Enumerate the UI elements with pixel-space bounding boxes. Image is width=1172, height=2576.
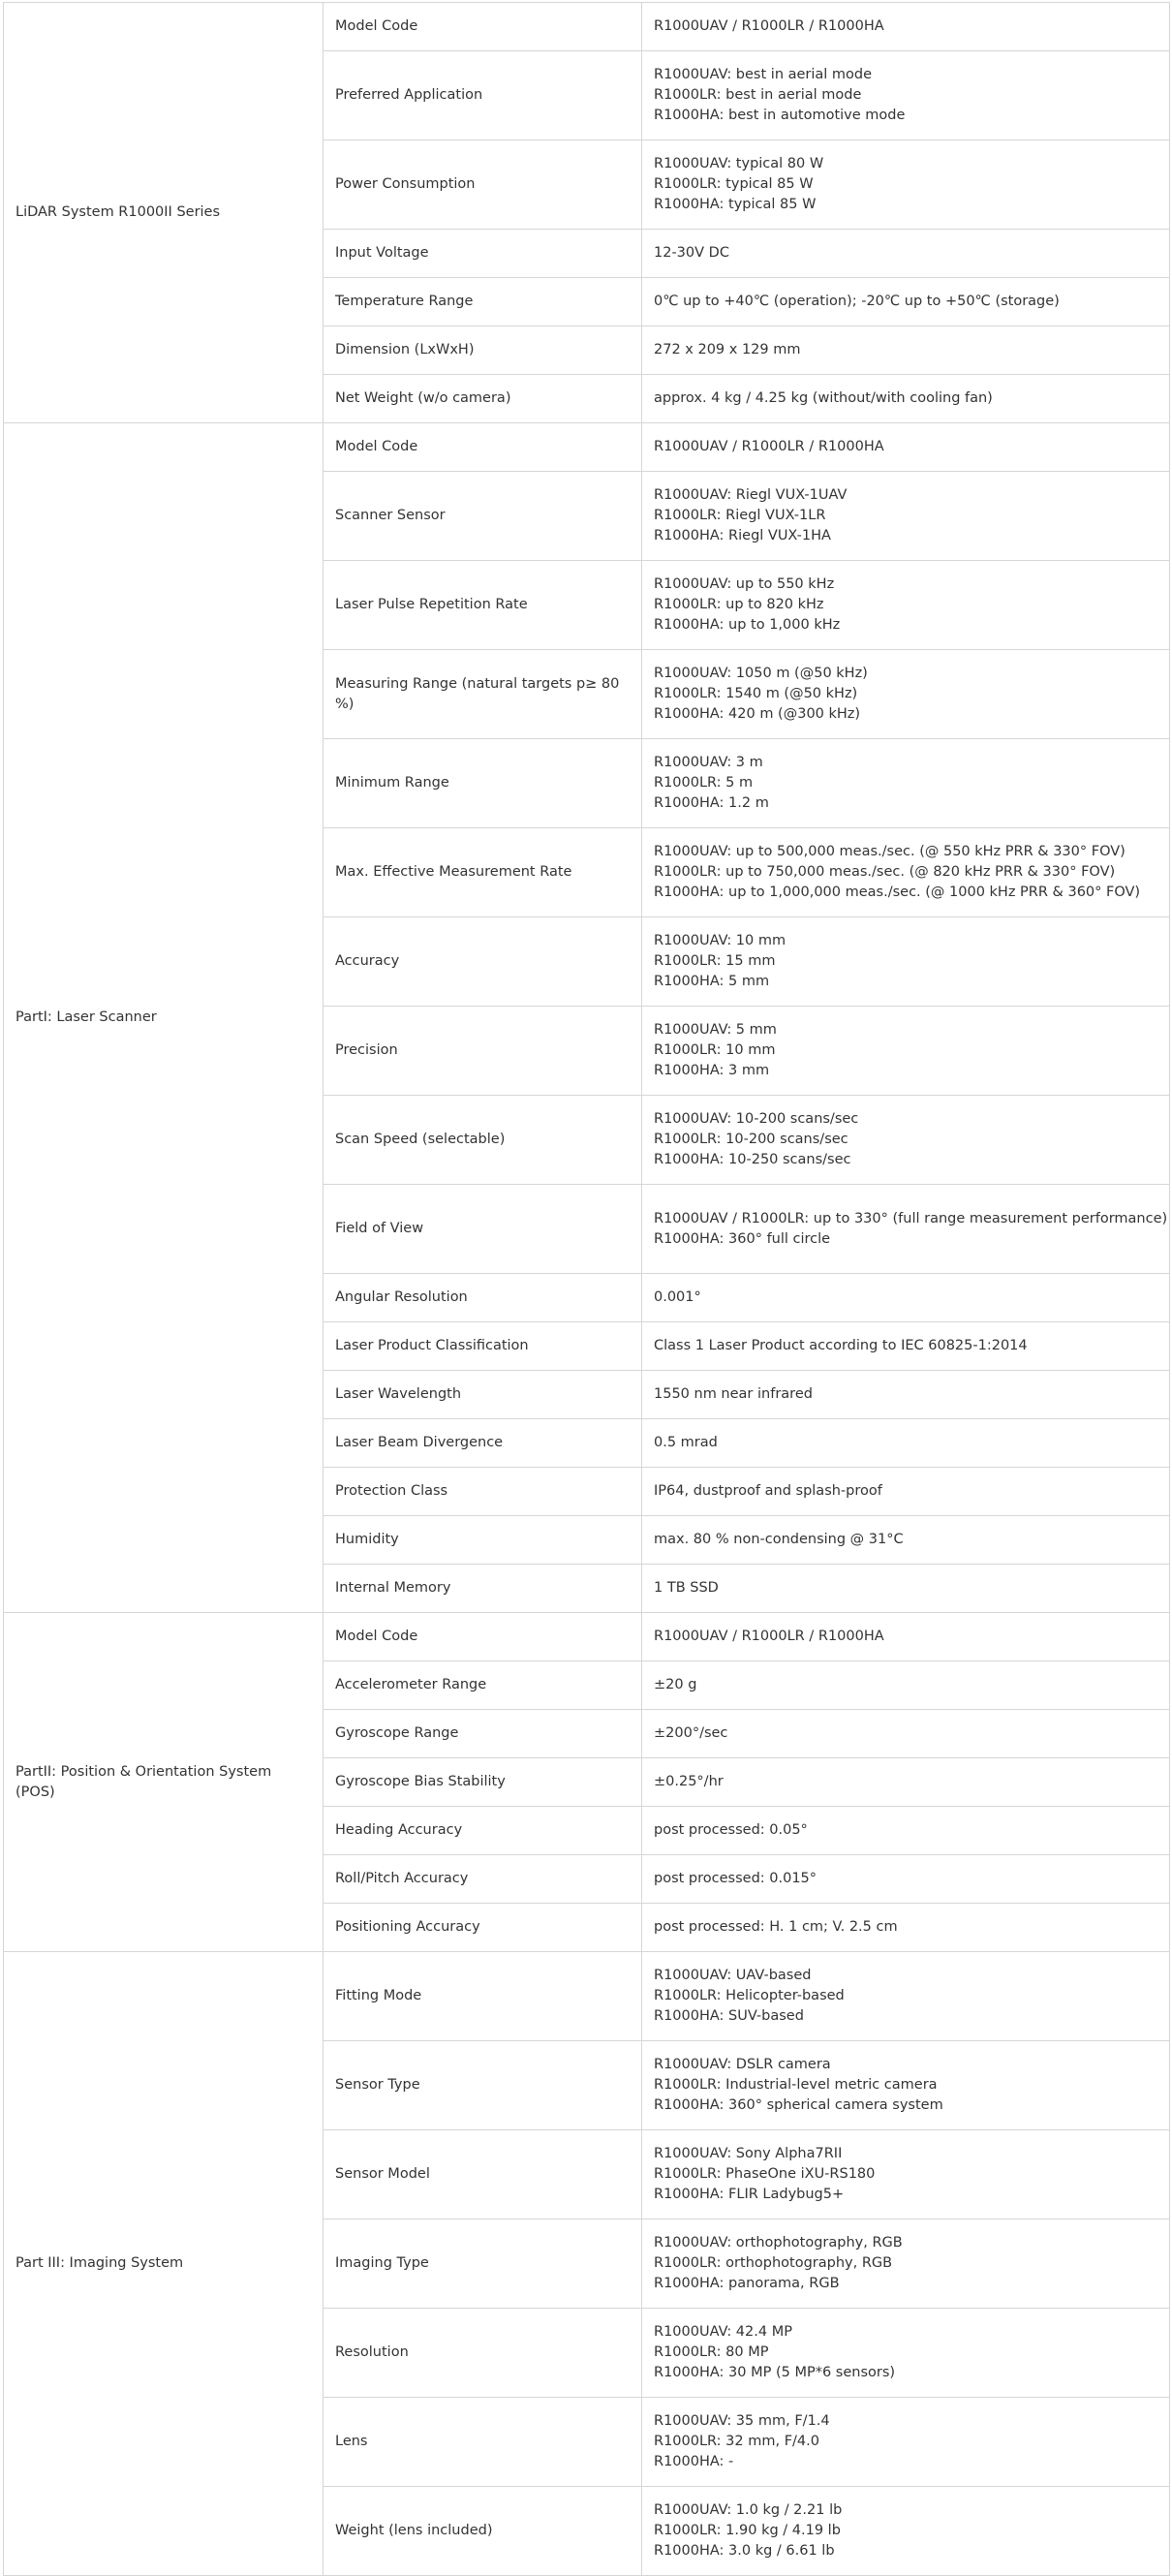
spec-value [642,1904,1170,1952]
spec-label: Sensor Type [324,2041,642,2130]
spec-value [642,2219,1170,2309]
spec-value [642,1468,1170,1516]
spec-value [642,278,1170,326]
spec-label: Scanner Sensor [324,472,642,561]
spec-value-line: max. 80 % non-condensing @ 31°C [654,1532,904,1547]
spec-label: Fitting Mode [324,1952,642,2041]
spec-value [642,1371,1170,1419]
spec-value-line: R1000UAV: 10 mm [654,933,786,948]
spec-value-line: ±20 g [654,1677,697,1692]
spec-label: Angular Resolution [324,1274,642,1322]
spec-table [3,2,1170,2576]
spec-value-line: ±0.25°/hr [654,1774,724,1789]
spec-row [4,1952,1170,2041]
spec-value-line: R1000LR: Industrial-level metric camera [654,2077,938,2093]
spec-value [642,2398,1170,2487]
spec-label: Measuring Range (natural targets p≥ 80 %) [324,650,642,739]
spec-value-line: post processed: H. 1 cm; V. 2.5 cm [654,1919,898,1935]
spec-value-line: R1000HA: 3.0 kg / 6.61 lb [654,2543,835,2559]
spec-label: Laser Product Classification [324,1322,642,1371]
spec-label: Humidity [324,1516,642,1565]
spec-value-line: R1000UAV / R1000LR / R1000HA [654,439,884,454]
spec-value-line: 0.001° [654,1289,701,1305]
spec-value-line: R1000HA: best in automotive mode [654,108,906,123]
spec-value-line: R1000HA: up to 1,000,000 meas./sec. (@ 1000 kHz PRR & 360° FOV) [654,885,1141,900]
spec-value-line: R1000HA: typical 85 W [654,197,817,212]
spec-value-line: R1000HA: SUV-based [654,2008,804,2024]
spec-value-line: R1000HA: 360° full circle [654,1230,831,1247]
spec-label: Internal Memory [324,1565,642,1613]
spec-value-line: R1000UAV: 42.4 MP [654,2324,792,2340]
spec-value-line: R1000LR: up to 750,000 meas./sec. (@ 820 kHz PRR & 330° FOV) [654,864,1116,880]
spec-label: Precision [324,1007,642,1096]
spec-value [642,2487,1170,2576]
spec-value-line: IP64, dustproof and splash-proof [654,1483,882,1499]
spec-label: Positioning Accuracy [324,1904,642,1952]
spec-value-line: R1000HA: FLIR Ladybug5+ [654,2187,845,2202]
spec-label: Laser Beam Divergence [324,1419,642,1468]
section-title: PartII: Position & Orientation System (POS) [4,1613,324,1952]
spec-value [642,375,1170,423]
spec-value-line: post processed: 0.05° [654,1822,808,1838]
spec-value-line: R1000LR: best in aerial mode [654,87,862,103]
spec-value-line: R1000UAV: typical 80 W [654,156,824,171]
spec-value-line: R1000LR: Riegl VUX-1LR [654,508,826,523]
spec-row [4,1613,1170,1661]
spec-value [642,1613,1170,1661]
spec-label: Laser Pulse Repetition Rate [324,561,642,650]
spec-value-line: 1550 nm near infrared [654,1386,813,1402]
spec-value-line: 272 x 209 x 129 mm [654,342,801,357]
spec-label: Laser Wavelength [324,1371,642,1419]
spec-value [642,561,1170,650]
spec-row [4,3,1170,51]
spec-value-line: R1000LR: Helicopter-based [654,1988,845,2003]
spec-value-line: R1000UAV: orthophotography, RGB [654,2235,903,2250]
spec-label: Max. Effective Measurement Rate [324,828,642,917]
spec-value-line: R1000HA: 360° spherical camera system [654,2097,943,2113]
spec-value [642,1952,1170,2041]
spec-value-line: R1000UAV: Riegl VUX-1UAV [654,487,848,503]
spec-value-line: R1000HA: up to 1,000 kHz [654,617,841,633]
spec-value [642,2309,1170,2398]
spec-value-line: approx. 4 kg / 4.25 kg (without/with cooling fan) [654,390,993,406]
spec-value-line: R1000UAV: 10-200 scans/sec [654,1111,859,1127]
spec-value-line: R1000LR: up to 820 kHz [654,597,824,612]
spec-value-line: R1000LR: 32 mm, F/4.0 [654,2434,819,2449]
spec-value [642,1661,1170,1710]
spec-value-line: R1000UAV: up to 500,000 meas./sec. (@ 550 kHz PRR & 330° FOV) [654,844,1126,859]
spec-value-line: Class 1 Laser Product according to IEC 60825-1:2014 [654,1338,1028,1353]
spec-value [642,1419,1170,1468]
spec-label: Imaging Type [324,2219,642,2309]
spec-value-line: R1000UAV / R1000LR / R1000HA [654,18,884,34]
spec-value-line: ±200°/sec [654,1725,728,1741]
spec-value-line: R1000LR: 15 mm [654,953,776,969]
spec-value [642,1322,1170,1371]
spec-label: Temperature Range [324,278,642,326]
spec-value-line: R1000LR: 80 MP [654,2344,769,2360]
spec-label: Scan Speed (selectable) [324,1096,642,1185]
spec-label: Accelerometer Range [324,1661,642,1710]
spec-value-line: R1000UAV: UAV-based [654,1968,812,1983]
spec-value-line: R1000LR: typical 85 W [654,176,814,192]
spec-value-line: R1000HA: 5 mm [654,974,770,989]
spec-label: Model Code [324,3,642,51]
spec-row [4,423,1170,472]
spec-label: Model Code [324,423,642,472]
spec-label: Field of View [324,1185,642,1274]
spec-value-line: R1000UAV: 3 m [654,755,763,770]
spec-value [642,1710,1170,1758]
spec-value [642,2041,1170,2130]
spec-value-line: R1000LR: 10-200 scans/sec [654,1132,848,1147]
spec-label: Gyroscope Bias Stability [324,1758,642,1807]
spec-value [642,828,1170,917]
spec-value-line: R1000UAV: 5 mm [654,1022,777,1038]
spec-value-line: 1 TB SSD [654,1580,719,1596]
spec-value [642,1807,1170,1855]
section-title: LiDAR System R1000II Series [4,3,324,423]
spec-value [642,1274,1170,1322]
spec-value-line: R1000UAV: DSLR camera [654,2057,831,2072]
spec-label: Weight (lens included) [324,2487,642,2576]
spec-value [642,1758,1170,1807]
spec-label: Minimum Range [324,739,642,828]
spec-label: Protection Class [324,1468,642,1516]
spec-value-line: R1000UAV / R1000LR: up to 330° (full range measurement performance) [654,1210,1168,1226]
spec-value-line: 0.5 mrad [654,1435,718,1450]
spec-value-line: R1000HA: Riegl VUX-1HA [654,528,831,543]
spec-value-line: R1000HA: - [654,2454,734,2469]
spec-label: Sensor Model [324,2130,642,2219]
spec-value [642,140,1170,230]
spec-value [642,423,1170,472]
spec-label: Gyroscope Range [324,1710,642,1758]
spec-label: Accuracy [324,917,642,1007]
section-title: PartI: Laser Scanner [4,423,324,1613]
spec-label: Preferred Application [324,51,642,140]
spec-value [642,1185,1170,1274]
spec-label: Power Consumption [324,140,642,230]
spec-value [642,230,1170,278]
spec-value-line: 0℃ up to +40℃ (operation); -20℃ up to +50℃ (storage) [654,294,1060,309]
spec-value-line: R1000LR: 5 m [654,775,754,791]
spec-value [642,472,1170,561]
spec-label: Net Weight (w/o camera) [324,375,642,423]
spec-value-line: R1000HA: 420 m (@300 kHz) [654,706,861,722]
spec-value-line: R1000HA: 30 MP (5 MP*6 sensors) [654,2365,896,2380]
spec-label: Dimension (LxWxH) [324,326,642,375]
spec-label: Input Voltage [324,230,642,278]
spec-value [642,51,1170,140]
spec-value-line: R1000UAV / R1000LR / R1000HA [654,1629,884,1644]
spec-value [642,326,1170,375]
section-title: Part III: Imaging System [4,1952,324,2576]
spec-label: Resolution [324,2309,642,2398]
spec-value [642,1516,1170,1565]
spec-value-line: post processed: 0.015° [654,1871,817,1886]
spec-value-line: R1000UAV: 1.0 kg / 2.21 lb [654,2502,843,2518]
spec-value-line: 12-30V DC [654,245,729,261]
spec-label: Heading Accuracy [324,1807,642,1855]
spec-value-line: R1000HA: 10-250 scans/sec [654,1152,851,1167]
spec-value [642,1565,1170,1613]
spec-value-line: R1000HA: 3 mm [654,1063,770,1078]
spec-value [642,739,1170,828]
spec-value [642,2130,1170,2219]
spec-value-line: R1000LR: 10 mm [654,1042,776,1058]
spec-label: Model Code [324,1613,642,1661]
spec-value [642,1007,1170,1096]
spec-value [642,917,1170,1007]
spec-value-line: R1000UAV: Sony Alpha7RII [654,2146,843,2161]
spec-value [642,3,1170,51]
spec-value-line: R1000LR: 1.90 kg / 4.19 lb [654,2523,841,2538]
spec-value-line: R1000HA: 1.2 m [654,795,769,811]
spec-value-line: R1000UAV: up to 550 kHz [654,576,835,592]
spec-value-line: R1000UAV: 35 mm, F/1.4 [654,2413,830,2429]
spec-label: Lens [324,2398,642,2487]
spec-label: Roll/Pitch Accuracy [324,1855,642,1904]
spec-value-line: R1000UAV: 1050 m (@50 kHz) [654,666,868,681]
spec-value-line: R1000UAV: best in aerial mode [654,67,873,82]
spec-value-line: R1000LR: PhaseOne iXU-RS180 [654,2166,876,2182]
spec-value-line: R1000HA: panorama, RGB [654,2276,840,2291]
spec-value-line: R1000LR: orthophotography, RGB [654,2255,893,2271]
spec-value [642,1855,1170,1904]
spec-value [642,650,1170,739]
spec-value-line: R1000LR: 1540 m (@50 kHz) [654,686,858,701]
spec-value [642,1096,1170,1185]
spec-table-body [4,3,1170,2576]
